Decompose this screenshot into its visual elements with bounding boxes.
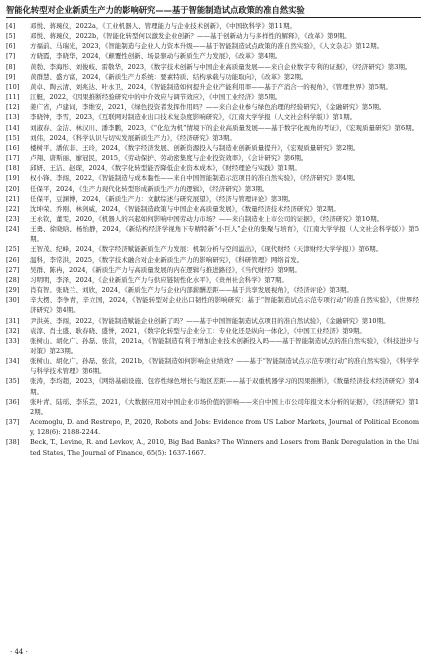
reference-item	[6, 163, 419, 173]
reference-number: [18]	[6, 164, 20, 173]
reference-number: [10]	[6, 82, 20, 91]
reference-number: [23]	[6, 214, 20, 223]
reference-item	[6, 326, 419, 336]
reference-item	[6, 224, 419, 244]
reference-number: [34]	[6, 357, 20, 366]
reference-text: 肖有智、张晓兰、刘欣，2024，《新质生产力与企业内部薪酬差距——基于共享发展视角》，《经济评论》第3期。	[30, 286, 353, 295]
reference-item	[6, 295, 419, 315]
reference-number: [16]	[6, 143, 20, 152]
reference-item	[6, 31, 419, 41]
reference-number: [26]	[6, 255, 20, 264]
reference-item	[6, 173, 419, 183]
reference-number: [35]	[6, 377, 20, 386]
reference-text: 王智茂、纪峰，2024，《数字经济赋能新质生产力发展：机制分析与空间溢出》，《现代财经（天津财经大学学报）》第6期。	[30, 245, 383, 254]
reference-text: 权小锋、李闯，2022，《智能制造与成本黏性——来自中国智能制造示范项目的准自然实验》，《经济研究》第4期。	[30, 174, 360, 183]
reference-item	[6, 143, 419, 153]
reference-item	[6, 437, 419, 457]
reference-number: [19]	[6, 174, 20, 183]
reference-number: [11]	[6, 93, 20, 102]
reference-item	[6, 92, 419, 102]
reference-item	[6, 244, 419, 254]
reference-item	[6, 72, 419, 82]
reference-list	[6, 21, 419, 458]
page-number: · 44 ·	[10, 648, 28, 656]
reference-item	[6, 133, 419, 143]
reference-item	[6, 21, 419, 31]
reference-item	[6, 255, 419, 265]
reference-number: [30]	[6, 296, 20, 305]
reference-text: 温科，李常洪，2025，《数字技术融合对企业新质生产力的影响研究》，《科研管理》网络首发。	[30, 255, 304, 264]
reference-item	[6, 336, 419, 356]
reference-number: [36]	[6, 397, 20, 406]
reference-item	[6, 82, 419, 92]
reference-number: [21]	[6, 194, 20, 203]
reference-text: 张涛，李均超，2023，《网络基础设施、包容性绿色增长与地区差距——基于双重机器学习的因果推断》，《数量经济技术经济研究》第4期。	[30, 377, 419, 396]
reference-text: 刘伟，2024，《科学认识与切实发展新质生产力》，《经济研究》第3期。	[30, 133, 236, 142]
reference-number: [4]	[6, 22, 16, 30]
reference-item	[6, 102, 419, 112]
reference-item	[6, 356, 419, 376]
reference-text: 王勇、徐晓晗、杨怡静，2024，《新结构经济学视角下专精特新“小巨人”企业的集聚与培育》，《江南大学学报（人文社会科学版）》第5期。	[30, 225, 419, 244]
reference-text: 李晓钟，李雪，2023，《互联网对制造业出口技术复杂度影响研究》，《江南大学学报（人文社会科学版）》第1期。	[30, 113, 357, 122]
reference-text: Beck, T., Levine, R. and Levkov, A., 2010, Big Bad Banks? The Winners and Losers from Bank Deregulation in the United States, The Journal of Finance, 65(5): 1637-1667.	[30, 438, 419, 457]
reference-text: 方福前、马瑞光，2023，《智能制造与企业人力资本升级——基于智能制造试点政策的准自然实验》，《人文杂志》第12期。	[30, 42, 384, 51]
reference-item	[6, 397, 419, 417]
reference-number: [17]	[6, 154, 20, 163]
reference-number: [38]	[6, 438, 20, 447]
reference-text: 刘淑春、金洁、林汉川、潘李鹏，2023，《“化危为机”情境下的企业高质量发展——基于数字化视角的考证》，《宏观质量研究》第6期。	[30, 123, 419, 132]
reference-number: [20]	[6, 184, 20, 193]
reference-item	[6, 184, 419, 194]
reference-number: [31]	[6, 316, 20, 325]
reference-number: [6]	[6, 42, 16, 51]
reference-number: [25]	[6, 245, 20, 254]
reference-text: 黄卓、陶云清、刘兆达、叶永卫，2024，《智能制造如何提升企业产能利用率——基于产消合一的视角》，《管理世界》第5期。	[30, 82, 392, 91]
reference-item	[6, 41, 419, 51]
reference-text: 张树山、胡化广、孙磊、张营，2021a，《智能制造有利于增加企业技术创新投入吗——基于智能制造试点的准自然实验》，《科技进步与对策》第23期。	[30, 336, 419, 355]
reference-number: [12]	[6, 103, 20, 112]
reference-number: [33]	[6, 336, 20, 345]
reference-item	[6, 62, 419, 72]
reference-text: 邓悦、蒋琬仪，2022b，《智能化转型何以激发企业创新？——基于创新动力与多样性的解释》，《改革》第9期。	[30, 32, 351, 41]
reference-text: Acemoglu, D. and Restrepo, P., 2020, Robots and Jobs: Evidence from US Labor Markets, Journal of Political Economy, 128(6): 2188-2244.	[30, 418, 419, 437]
reference-number: [8]	[6, 62, 16, 71]
reference-text: 辛大楞、李争青，辛立国，2024，《智能转型对企业出口韧性的影响研究：基于“智能制造试点示范专项行动”的准自然实验》，《世界经济研究》第4期。	[30, 296, 419, 315]
reference-text: 张叶青、陆瑶、李乐芸，2021，《大数据应用对中国企业市场价值的影响——来自中国上市公司年报文本分析的证据》，《经济研究》第12期。	[30, 397, 419, 416]
reference-text: 黄群慧、盛方富，2024，《新质生产力系统：要素特质、结构承载与功能取向》，《改革》第2期。	[30, 72, 308, 81]
reference-item	[6, 214, 419, 224]
reference-number: [37]	[6, 418, 20, 427]
reference-number: [22]	[6, 204, 20, 213]
reference-item	[6, 417, 419, 437]
reference-item	[6, 285, 419, 295]
reference-item	[6, 51, 419, 61]
reference-item	[6, 204, 419, 214]
reference-text: 王永钦，董雯，2020，《机器人的兴起如何影响中国劳动力市场？——来自制造业上市公司的证据》，《经济研究》第10期。	[30, 214, 384, 223]
reference-text: 姜广省，卢建词，李维安，2021，《绿色投资者发挥作用吗？——来自企业参与绿色治理的经验研究》，《金融研究》第5期。	[30, 103, 386, 112]
reference-text: 习明明，李泽，2024，《企业新质生产力与供应链韧性化水平》，《贵州社会科学》第7期。	[30, 275, 288, 284]
reference-text: 尹洪英、李闯，2022，《智能制造赋能企业创新了吗？——基于中国智能制造试点项目的准自然试验》，《金融研究》第10期。	[30, 316, 390, 325]
reference-item	[6, 265, 419, 275]
reference-text: 黄勃、李海彤、刘俊岐、雷敬华，2023，《数字技术创新与中国企业高质量发展——来自企业数字专利的证据》，《经济研究》第3期。	[30, 62, 412, 71]
reference-text: 任保平，豆渊博，2024，《新质生产力：文献综述与研究展望》，《经济与管理评论》第3期。	[30, 194, 295, 203]
reference-text: 沈坤荣、乔刚、林剑威，2024，《智能制造政策与中国企业高质量发展》，《数量经济技术经济研究》第2期。	[30, 204, 340, 213]
reference-number: [7]	[6, 52, 16, 61]
reference-number: [14]	[6, 123, 20, 132]
reference-item	[6, 194, 419, 204]
reference-number: [27]	[6, 265, 20, 274]
reference-number: [13]	[6, 113, 20, 122]
reference-number: [9]	[6, 72, 16, 81]
reference-text: 邱妍、王洁、赵琛，2024，《数字化转型能否降低企业资本成本》，《财经理论与实践》第1期。	[30, 164, 301, 173]
reference-text: 袁淳、肖土盛、耿春晓、盛誉，2021，《数字化转型与企业分工：专业化还是纵向一体化》，《中国工业经济》第9期。	[30, 326, 366, 335]
running-header: 智能化转型对企业新质生产力的影响研究——基于智能制造试点政策的准自然实验	[6, 5, 305, 15]
reference-number: [28]	[6, 275, 20, 284]
reference-text: 吴群、陈冉，2024，《新质生产力与高质量发展的内在逻辑与推进路径》，《当代财经》第9期。	[30, 265, 301, 274]
reference-number: [29]	[6, 286, 20, 295]
reference-item	[6, 275, 419, 285]
header-divider	[6, 17, 421, 18]
reference-text: 邓悦、蒋琬仪，2022a，《工业机器人、管理能力与企业技术创新》，《中国软科学》第11期。	[30, 22, 296, 30]
reference-number: [24]	[6, 225, 20, 234]
reference-item	[6, 123, 419, 133]
reference-number: [32]	[6, 326, 20, 335]
reference-item	[6, 112, 419, 122]
reference-text: 卢翔、唐斯丽、廖冠民，2015，《劳动保护、劳动密集度与企业投资效率》，《会计研究》第6期。	[30, 154, 308, 163]
reference-text: 张树山、胡化广、孙磊、张营，2021b，《智能制造如何影响企业绩效？——基于“智能制造试点示范专项行动”的准自然实验》，《科学学与科学技术管理》第6期。	[30, 357, 419, 376]
reference-item	[6, 376, 419, 396]
reference-text: 方晓霞，李晓华，2024，《颠覆性创新、场景驱动与新质生产力发展》，《改革》第4期。	[30, 52, 282, 61]
reference-text: 楼树平、潘依非、王玲，2024，《数字经济发展、创新资源投入与制造业创新质量提升》，《宏观质量研究》第2期。	[30, 143, 360, 152]
reference-text: 任保平，2024，《生产力现代化转型形成新质生产力的逻辑》，《经济研究》第3期。	[30, 184, 269, 193]
reference-number: [5]	[6, 32, 16, 41]
reference-number: [15]	[6, 133, 20, 142]
reference-item	[6, 153, 419, 163]
reference-item	[6, 316, 419, 326]
reference-text: 江艇，2022，《因果推断经验研究中的中介效应与调节效应》，《中国工业经济》第5期。	[30, 93, 282, 102]
